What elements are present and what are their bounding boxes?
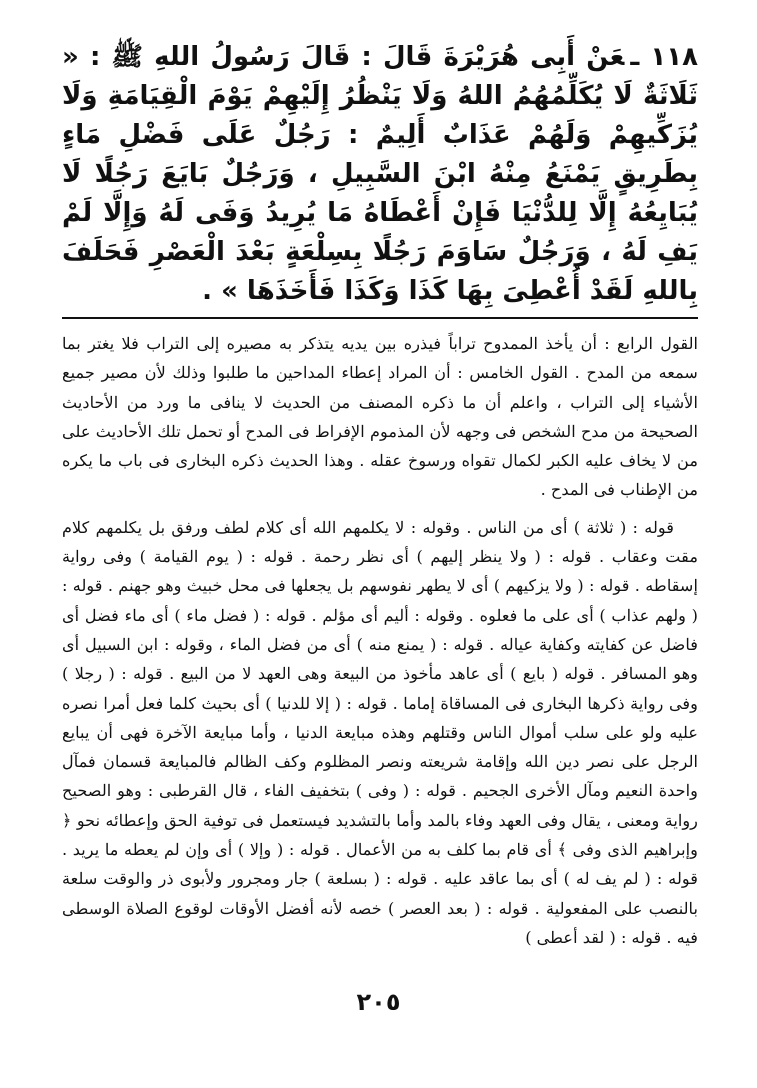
hadith-text-block (62, 38, 698, 311)
commentary-paragraph-1: القول الرابع : أن يأخذ الممدوح تراباً فيذره بين يديه يتذكر به مصيره إلى التراب فلا يغتر بما سمعه من المدح . القول الخامس : أن المراد إعطاء المداحين ما طلبوا وذلك لأن مصير جميع الأشياء إلى التراب ، واعلم أن ما ذكره المصنف من الحديث لا ينافى ما ورد من الأحاديث الصحيحة من مدح الشخص فى وجهه لأن المذموم الإفراط فى المدح أو تحمل تلك الأحاديث على من لا يخاف عليه الكبر لكمال تقواه ورسوخ عقله . وهذا الحديث ذكره البخارى فى باب ما يكره من الإطناب فى المدح . (62, 334, 698, 500)
hadith-text: عَنْ أَبِى هُرَيْرَةَ قَالَ : قَالَ رَسُولُ اللهِ ﷺ : « ثَلَاثَةٌ لَا يُكَلِّمُهُمُ اللهُ وَلَا يَنْظُرُ إِلَيْهِمْ يَوْمَ الْقِيَامَةِ وَلَا يُزَكِّيهِمْ وَلَهُمْ عَذَابٌ أَلِيمٌ : رَجُلٌ عَلَى فَضْلِ مَاءٍ بِطَرِيقٍ يَمْنَعُ مِنْهُ ابْنَ السَّبِيلِ ، وَرَجُلٌ بَايَعَ رَجُلًا لَا يُبَايِعُهُ إِلَّا لِلدُّنْيَا فَإِنْ أَعْطَاهُ مَا يُرِيدُ وَفَى لَهُ وَإِلَّا لَمْ يَفِ لَهُ ، وَرَجُلٌ سَاوَمَ رَجُلًا بِسِلْعَةٍ بَعْدَ الْعَصْرِ فَحَلَفَ بِاللهِ لَقَدْ أُعْطِىَ بِهَا كَذَا وَكَذَا فَأَخَذَهَا » . (62, 42, 698, 306)
page-number: ٢٠٥ (356, 988, 401, 1016)
separator-line (62, 317, 698, 319)
commentary-paragraph-2: قوله : ( ثلاثة ) أى من الناس . وقوله : لا يكلمهم الله أى كلام لطف ورفق بل يكلمهم كلام مقت وعقاب . قوله : ( ولا ينظر إليهم ) أى نظر رحمة . قوله : ( يوم القيامة ) وفى رواية إسقاطه . قوله : ( ولا يزكيهم ) أى لا يطهر نفوسهم بل يجعلها فى محل خبيث وهو جهنم . قوله : ( ولهم عذاب ) أى على ما فعلوه . وقوله : أليم أى مؤلم . قوله : ( فضل ماء ) أى ماء فضل أى فاضل عن كفايته وكفاية عياله . قوله : ( يمنع منه ) أى من فضل الماء ، وقوله : ابن السبيل أى وهو المسافر . قوله ( بايع ) أى عاهد مأخوذ من البيعة وهى العهد لا من البيع . قوله : ( رجلا ) وفى رواية ذكرها البخارى فى المساقاة إماما . قوله : ( إلا للدنيا ) أى بحيث كلما فعل أمرا نصره عليه ولو على سلب أموال الناس وقتلهم وهذه مبايعة الدنيا ، وأما مبايعة الآخرة فهى أن يبايع الرجل على نصر دين الله وإقامة شريعته ونصر المظلوم وكف الظالم فالمبايعة قسمان فمآل واحدة النعيم ومآل الأخرى الجحيم . قوله : ( وفى ) بتخفيف الفاء ، قال القرطبى : وهو الصحيح رواية ومعنى ، يقال وفى العهد وفاء بالمد وأما بالتشديد فيستعمل فى توفية الحق وإعطائه نحو ﴿ وإبراهيم الذى وفى ﴾ أى قام بما كلف به من الأعمال . قوله : ( وإلا ) أى وإن لم يعطه ما يريد . قوله : ( لم يف له ) أى بما عاقد عليه . قوله : ( بسلعة ) جار ومجرور ولأبوى ذر والوقت سلعة بالنصب على المفعولية . قوله : ( بعد العصر ) خصه لأنه أفضل الأوقات لوقوع الصلاة الوسطى فيه . قوله : ( لقد أعطى ) (62, 517, 698, 947)
book-page (62, 38, 698, 1058)
hadith-number: ١١٨ ـ (630, 42, 698, 72)
